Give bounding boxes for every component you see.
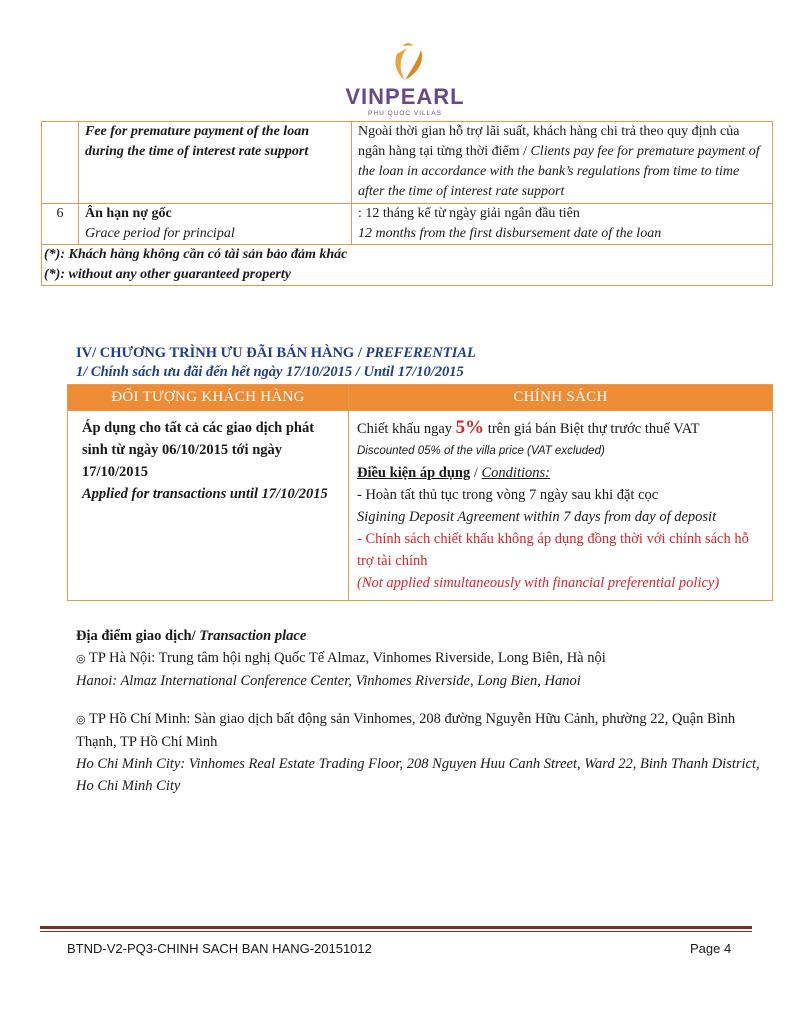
condition-1-en: Sigining Deposit Agreement within 7 days from day of deposit <box>357 509 717 525</box>
table-row <box>42 122 773 204</box>
grace-label-en: Grace period for principal <box>85 226 235 241</box>
fee-value <box>352 122 773 204</box>
place-title-en: Transaction place <box>199 628 307 644</box>
hcm-vi: TP Hồ Chí Minh: Sàn giao dịch bất động sản Vinhomes, 208 đường Nguyễn Hữu Cảnh, phường 22, Quận Bình Thạnh, TP Hồ Chí Minh <box>76 711 736 750</box>
applicable-en: Applied for transactions until 17/10/2015 <box>82 486 328 502</box>
grace-label-vi: Ân hạn nợ gốc <box>85 206 172 221</box>
bullet-icon: ◎ <box>76 653 86 665</box>
conditions-heading <box>357 462 764 484</box>
conditions-vi: Điều kiện áp dụng <box>357 465 471 481</box>
logo-subtitle: PHU QUOC VILLAS <box>368 110 442 117</box>
note-vi: (*): Khách hàng không cần có tài sản bảo đảm khác <box>44 247 348 262</box>
page-number: Page 4 <box>690 941 732 956</box>
section-title-vi: IV/ CHƯƠNG TRÌNH ƯU ĐÃI BÁN HÀNG / <box>76 345 366 361</box>
fee-value-en: Clients pay fee for premature payment of the loan in accordance with the bank’s regulations from time to time after the time of interest rate support <box>358 144 760 199</box>
section-title-en: PREFERENTIAL <box>365 345 476 361</box>
hanoi-line <box>76 647 766 670</box>
discount-text-pre: Chiết khấu ngay <box>357 421 456 437</box>
section-heading <box>76 345 476 362</box>
condition-2-en: (Not applied simultaneously with financial preferential policy) <box>357 575 720 591</box>
loan-terms-table <box>41 121 773 286</box>
hanoi-en: Hanoi: Almaz International Conference Center, Vinhomes Riverside, Long Bien, Hanoi <box>76 673 581 689</box>
row-number: 6 <box>42 204 79 245</box>
place-title-vi: Địa điểm giao dịch/ <box>76 628 200 644</box>
transaction-place <box>76 625 766 797</box>
subsection-heading <box>76 364 464 381</box>
header-policy: CHÍNH SÁCH <box>349 385 773 411</box>
header-customer: ĐỐI TƯỢNG KHÁCH HÀNG <box>68 385 349 411</box>
table-header-row <box>68 385 773 411</box>
bullet-icon: ◎ <box>76 714 86 726</box>
note-en: (*): without any other guaranteed property <box>44 267 291 282</box>
footer-divider <box>40 926 752 929</box>
grace-value-en: 12 months from the first disbursement date of the loan <box>358 226 662 241</box>
document-code: BTND-V2-PQ3-CHINH SACH BAN HANG-20151012 <box>67 941 372 956</box>
fee-label: Fee for premature payment of the loan during the time of interest rate support <box>79 122 352 204</box>
vinpearl-logo <box>345 40 465 124</box>
hanoi-vi: TP Hà Nội: Trung tâm hội nghị Quốc Tế Almaz, Vinhomes Riverside, Long Biên, Hà nội <box>85 650 606 666</box>
bird-icon <box>345 40 465 86</box>
subsection-title-en: Until 17/10/2015 <box>363 364 464 380</box>
discount-percent: 5% <box>455 417 485 438</box>
table-row <box>42 204 773 245</box>
conditions-en: Conditions: <box>481 465 550 481</box>
hcm-line <box>76 708 766 753</box>
footer-divider-thin <box>40 931 752 932</box>
conditions-sep: / <box>470 465 482 481</box>
discount-en: Discounted 05% of the villa price (VAT excluded) <box>357 445 605 457</box>
table-row <box>68 411 773 601</box>
discount-text-post: trên giá bán Biệt thự trước thuế VAT <box>484 421 700 437</box>
subsection-title-vi: 1/ Chính sách ưu đãi đến hết ngày 17/10/2015 / <box>76 364 364 380</box>
fee-value-vi: Ngoài thời gian hỗ trợ lãi suất, khách hàng chi trả theo quy định của ngân hàng tại từng thời điểm / <box>358 124 740 159</box>
grace-value-vi: : 12 tháng kể từ ngày giải ngân đầu tiên <box>358 206 580 221</box>
logo-wordmark: VINPEARL <box>345 84 465 109</box>
table-row <box>42 245 773 286</box>
condition-2-vi: - Chính sách chiết khấu không áp dụng đồng thời với chính sách hỗ trợ tài chính <box>357 531 749 569</box>
discount-line <box>357 417 764 440</box>
hcm-en: Ho Chi Minh City: Vinhomes Real Estate Trading Floor, 208 Nguyen Huu Canh Street, Ward 22, Binh Thanh District, Ho Chi Minh City <box>76 756 760 794</box>
place-title <box>76 625 766 647</box>
applicable-vi: Áp dụng cho tất cả các giao dịch phát sinh từ ngày 06/10/2015 tới ngày 17/10/2015 <box>82 420 315 480</box>
condition-1-vi: - Hoàn tất thủ tục trong vòng 7 ngày sau khi đặt cọc <box>357 487 659 503</box>
preferential-policy-table <box>67 384 773 601</box>
